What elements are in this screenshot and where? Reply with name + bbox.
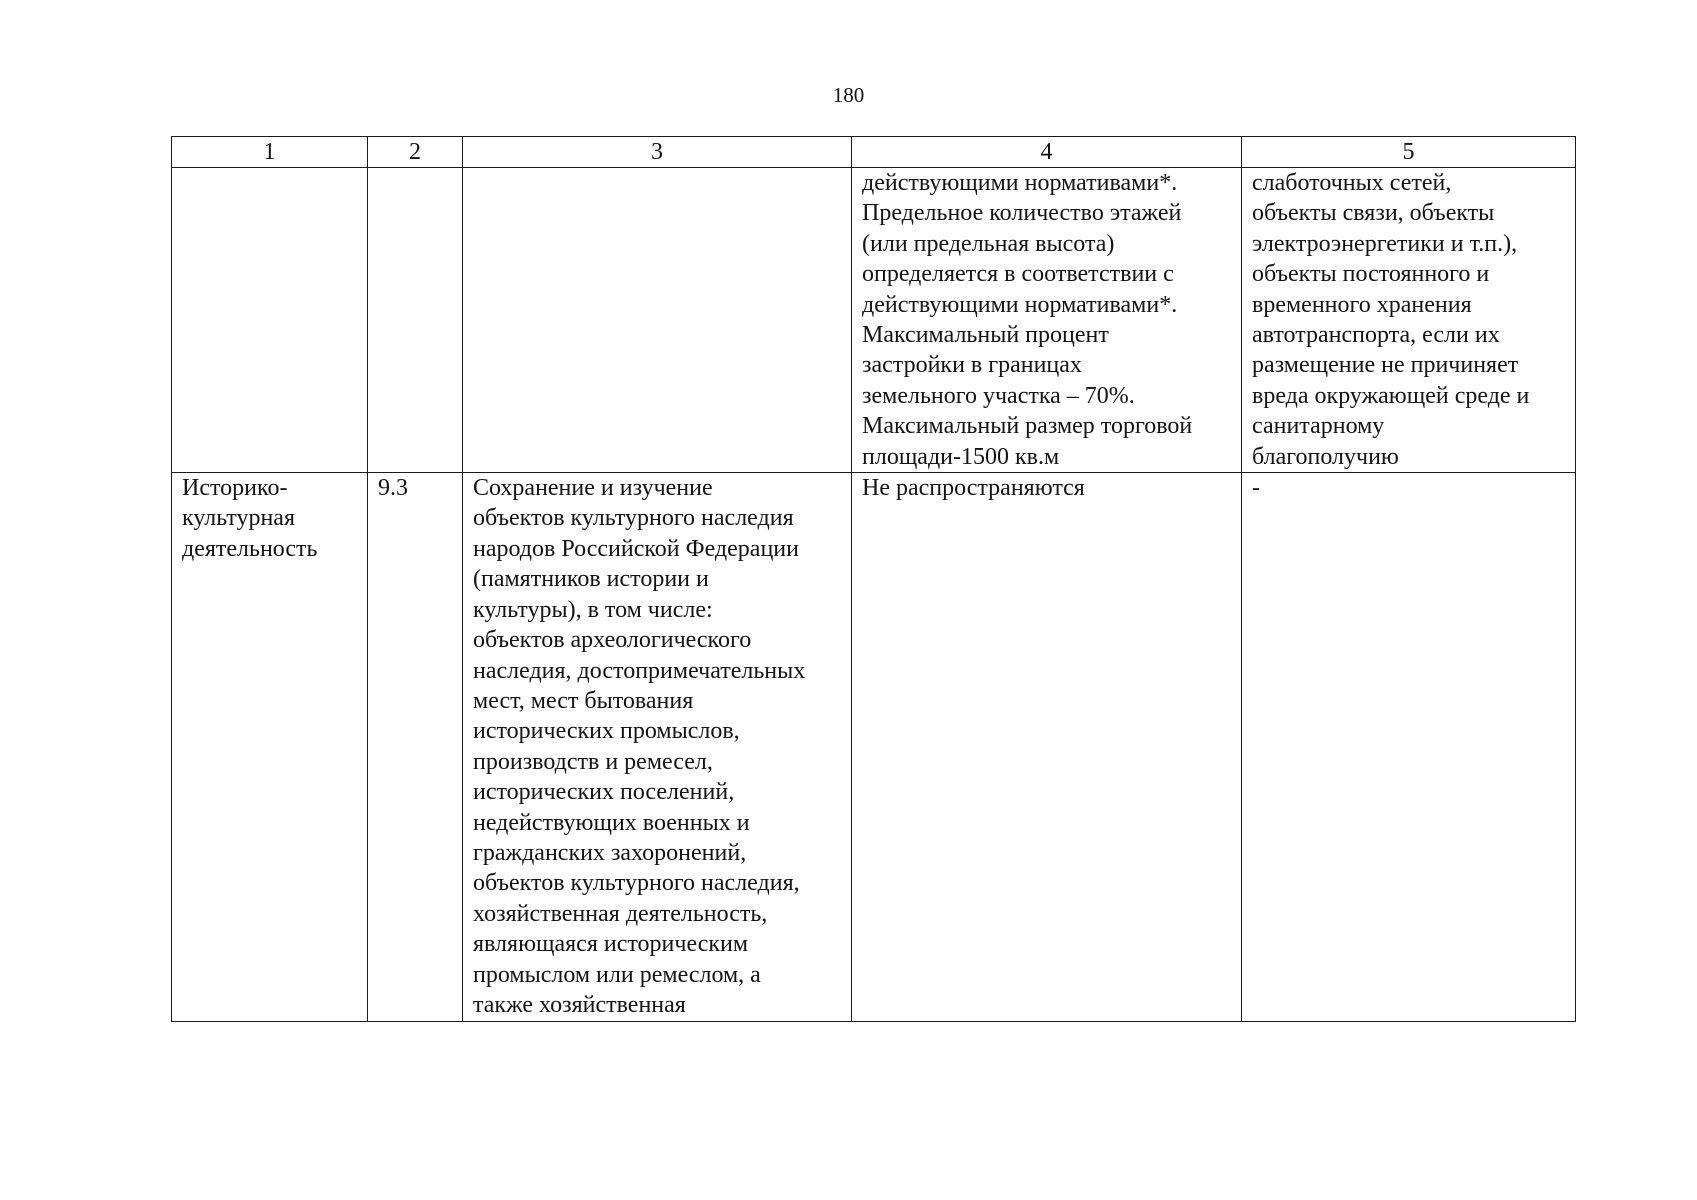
header-cell-3: 3 [463,137,852,168]
land-use-table [171,136,1576,1022]
cell-code [368,473,463,1022]
cell-auxiliary-uses [1242,168,1576,473]
header-cell-2: 2 [368,137,463,168]
cell-parameters [852,473,1242,1022]
page-number: 180 [832,83,865,107]
cell-description [463,168,852,473]
cell-text: - [1252,475,1260,502]
cell-description [463,473,852,1022]
cell-code [368,168,463,473]
table-row [172,168,1576,473]
cell-auxiliary-uses [1242,473,1576,1022]
header-cell-5: 5 [1242,137,1576,168]
cell-text: 9.3 [378,475,408,502]
header-cell-1: 1 [172,137,368,168]
cell-text: Историко- культурная деятельность [182,475,318,562]
table-row [172,473,1576,1022]
cell-use-name [172,168,368,473]
cell-parameters [852,168,1242,473]
cell-text: слаботочных сетей, объекты связи, объекты электроэнергетики и т.п.), объекты постоянного и временного хранения автотранспорта, если их размещение не причиняет вреда окружающей среде и санитарному благополучию [1252,170,1530,470]
cell-use-name [172,473,368,1022]
header-cell-4: 4 [852,137,1242,168]
cell-text: Сохранение и изучение объектов культурного наследия народов Российской Федерации (памятников истории и культуры), в том числе: объектов археологического наследия, достопримечательных мест, мест бытования исторических промыслов, производств и ремесел, исторических поселений, недействующих военных и гражданских захоронений, объектов культурного наследия, хозяйственная деятельность, являющаяся историческим промыслом или ремеслом, а также хозяйственная [473,475,806,1018]
cell-text: действующими нормативами*. Предельное количество этажей (или предельная высота) определяется в соответствии с действующими нормативами*. Максимальный процент застройки в границах земельного участка – 70%. Максимальный размер торговой площади-1500 кв.м [862,170,1193,470]
cell-text: Не распространяются [862,475,1085,502]
table-header-row [172,137,1576,168]
